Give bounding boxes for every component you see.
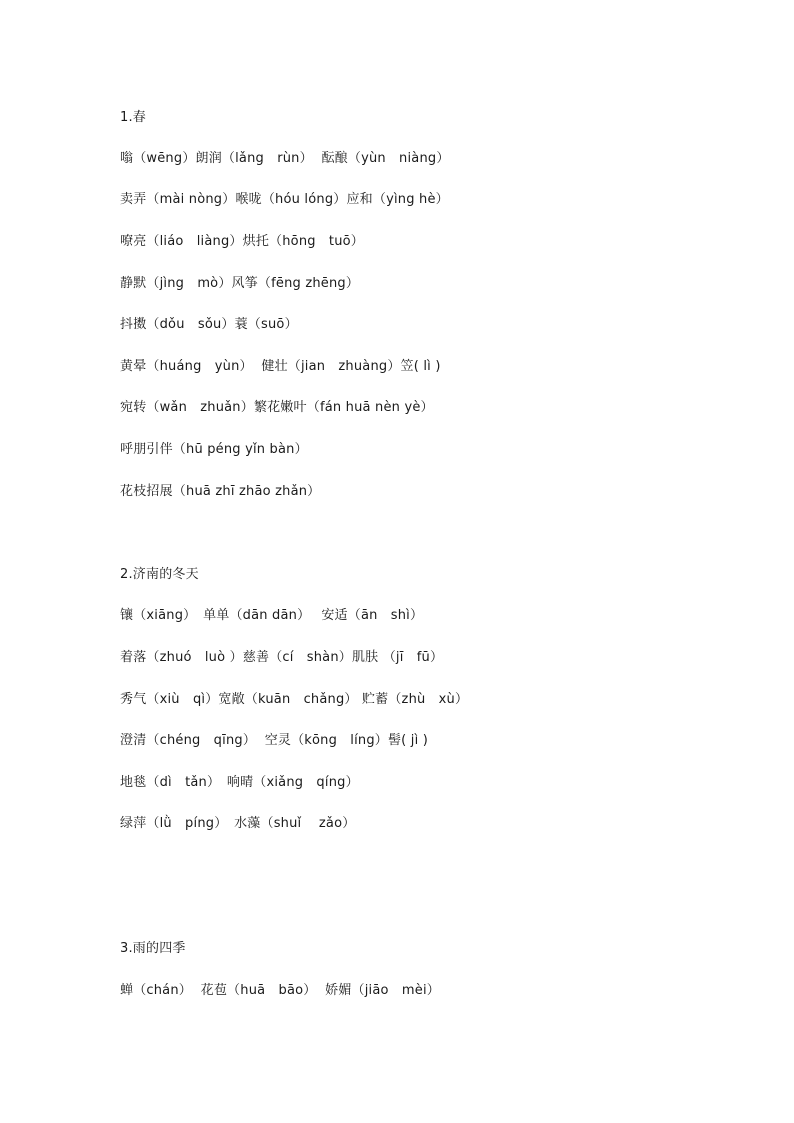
vocab-line: 黄晕（huáng yùn） 健壮（jian zhuàng）笠( lì ) xyxy=(120,359,441,374)
vocab-line: 蝉（chán） 花苞（huā bāo） 娇媚（jiāo mèi） xyxy=(120,983,440,998)
vocab-line: 嗡（wēng）朗润（lǎng rùn） 酝酿（yùn niàng） xyxy=(120,151,450,166)
vocab-line: 着落（zhuó luò ）慈善（cí shàn）肌肤 （jī fū） xyxy=(120,650,444,665)
section-heading: 2.济南的冬天 xyxy=(120,567,199,582)
vocab-line: 抖擞（dǒu sǒu）蓑（suō） xyxy=(120,317,298,332)
vocab-line: 镶（xiāng） 单单（dān dān） 安适（ān shì） xyxy=(120,608,424,623)
vocab-line: 澄清（chéng qīng） 空灵（kōng líng）髻( jì ) xyxy=(120,733,429,748)
vocab-line: 卖弄（mài nòng）喉咙（hóu lóng）应和（yìng hè） xyxy=(120,192,449,207)
vocab-line: 静默（jìng mò）风筝（fēng zhēng） xyxy=(120,276,360,291)
section-heading: 3.雨的四季 xyxy=(120,941,186,956)
vocab-line: 宛转（wǎn zhuǎn）繁花嫩叶（fán huā nèn yè） xyxy=(120,400,434,415)
vocab-line: 花枝招展（huā zhī zhāo zhǎn） xyxy=(120,484,321,499)
section-heading: 1.春 xyxy=(120,110,147,125)
vocab-line: 秀气（xiù qì）宽敞（kuān chǎng） 贮蓄（zhù xù） xyxy=(120,692,469,707)
vocab-line: 绿萍（lǜ píng） 水藻（shuǐ zǎo） xyxy=(120,816,356,831)
vocab-line: 地毯（dì tǎn） 响晴（xiǎng qíng） xyxy=(120,775,359,790)
vocab-line: 嘹亮（liáo liàng）烘托（hōng tuō） xyxy=(120,234,364,249)
vocab-line: 呼朋引伴（hū péng yǐn bàn） xyxy=(120,442,308,457)
